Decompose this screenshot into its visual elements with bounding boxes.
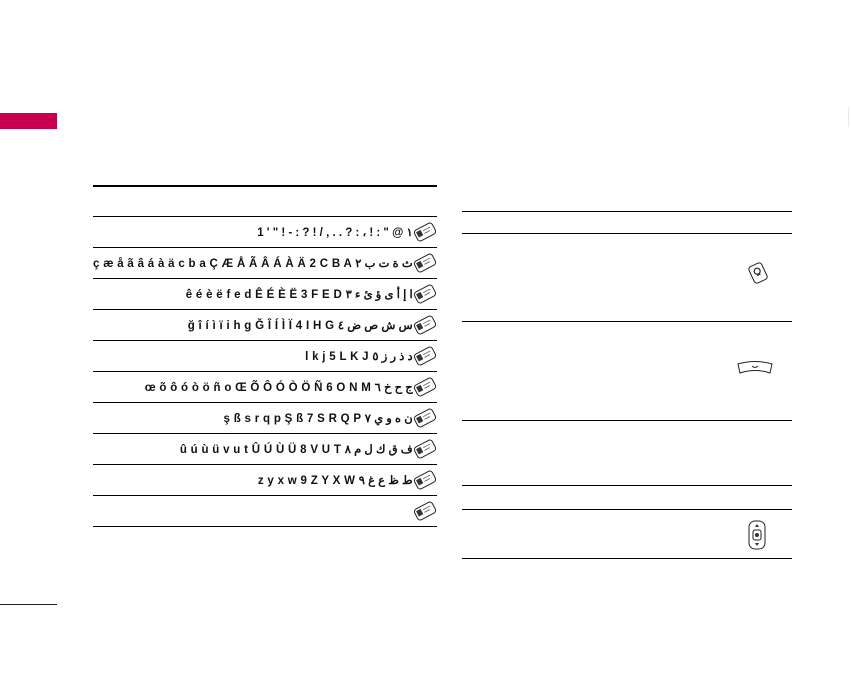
characters-cell: l k j 5 L K J د ذ ر ز ٥ [93,341,413,372]
key-9-wxyz-icon [413,465,437,496]
characters-cell: ç æ å ã â á à ä c b a Ç Æ Å Ã Â Á À Ä 2 C B A ث ة ت ب ٢ [93,248,413,279]
table-row [462,510,792,559]
characters-cell: z y x w 9 Z Y X W ط ظ ع غ ٩ [93,465,413,496]
table-row [93,434,437,465]
table-row [93,403,437,434]
key-1-icon [413,217,437,248]
character-table [93,185,437,527]
table-row [93,496,437,527]
key-0-icon [413,496,437,527]
key-5-jkl-icon [413,341,437,372]
characters-cell: 1 ' " ! - : ? ! / , . . ? : ، ! : " @ ١ [93,217,413,248]
character-table-header [93,186,437,217]
crop-mark [848,107,849,127]
key-4-ghi-icon [413,310,437,341]
table-row [93,217,437,248]
table-row [93,372,437,403]
characters-cell: û ú ù ü v u t Û Ú Ù Ü 8 V U T ف ق ك ل م ٨ [93,434,413,465]
characters-cell: œ õ ô ó ò ö ñ o Œ Õ Ô Ó Ò Ö Ñ 6 O N M ج ح خ ٦ [93,372,413,403]
send-key-icon [736,358,774,378]
table-row [93,248,437,279]
characters-cell: ğ î í ì ï i h g Ğ Î Í Ì Ï 4 I H G س ش ص ض ٤ [93,310,413,341]
table-row [93,310,437,341]
key-6-mno-icon [413,372,437,403]
key-8-tuv-icon [413,434,437,465]
characters-cell [93,496,413,527]
key-7-pqrs-icon [413,403,437,434]
table-row [462,234,792,322]
table-row [93,341,437,372]
key-2-abc-icon [413,248,437,279]
function-key-table-header [462,211,792,234]
table-row [93,465,437,496]
characters-cell: ş ß s r q p Ş ß 7 S R Q P ن ه و ي ٧ [93,403,413,434]
key-3-def-icon [413,279,437,310]
star-key-icon [748,261,768,285]
section-tab [0,113,57,129]
table-row [462,322,792,421]
page-rule [0,604,57,605]
table-row [93,279,437,310]
function-key-table [462,211,792,421]
navigation-key-icon [748,520,766,550]
navigation-key-table-header [462,485,792,510]
navigation-key-table [462,485,792,559]
characters-cell: ê é è ë f e d Ê É È Ë 3 F E D ا إ أ ى ؤ ئ ء ٣ [93,279,413,310]
